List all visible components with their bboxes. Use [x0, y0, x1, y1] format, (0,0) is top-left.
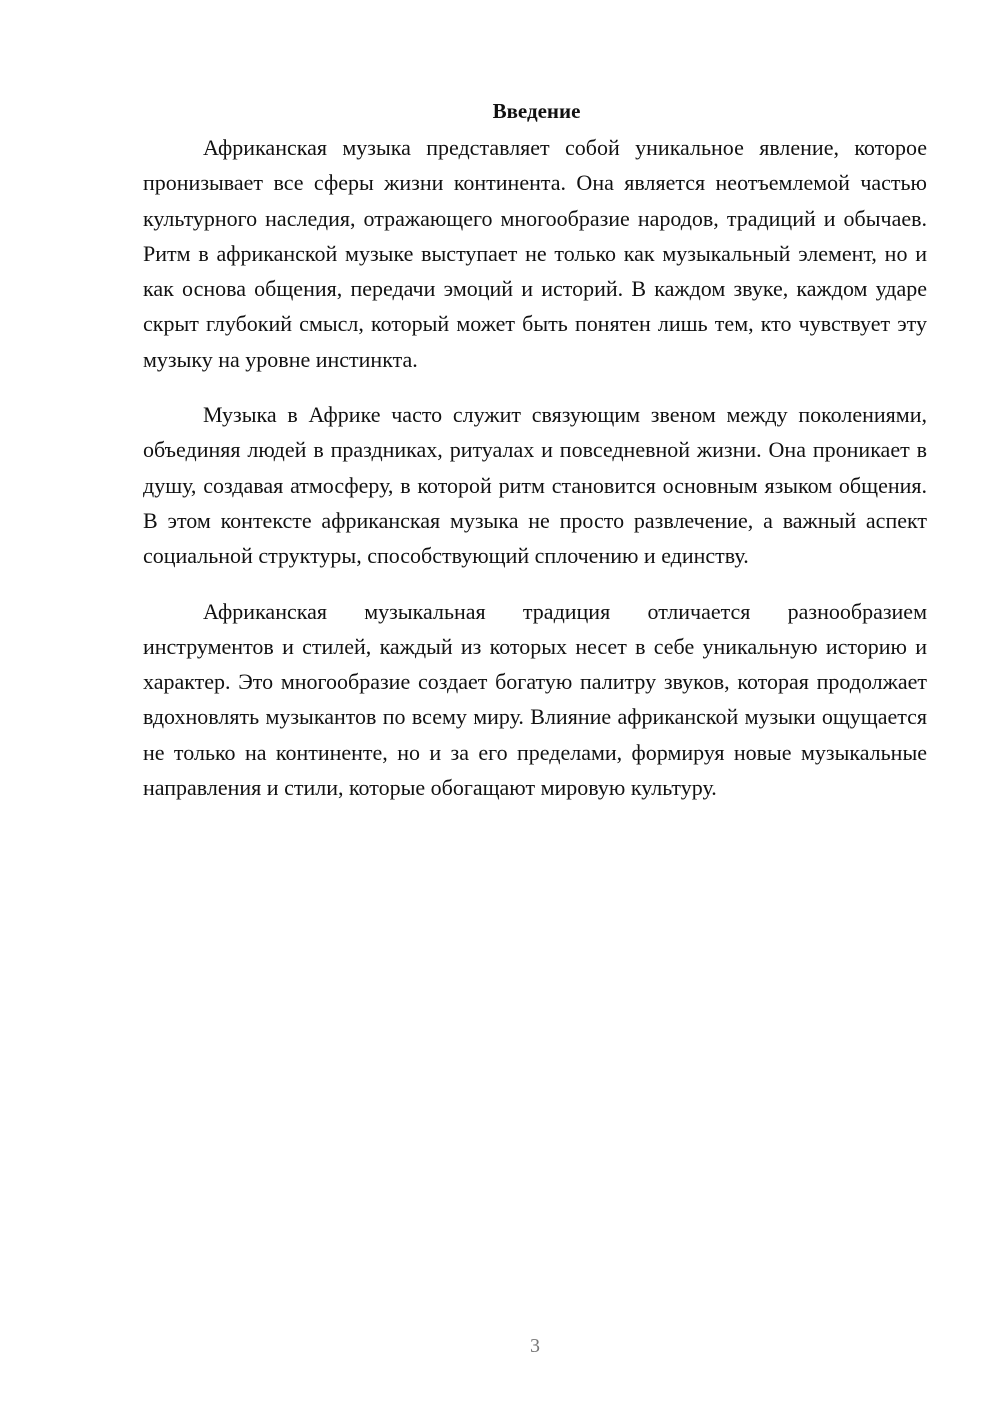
paragraph-3: Африканская музыкальная традиция отличается разнообразием инструментов и стилей, каждый из которых несет в себе уникальную историю и характер. Это многообразие создает богатую палитру звуков, которая продолжает вдохновлять музыкантов по всему миру. Влияние африканской музыки ощущается не только на континенте, но и за его пределами, формируя новые музыкальные направления и стили, которые обогащают мировую культуру. — [143, 598, 927, 801]
paragraph-2: Музыка в Африке часто служит связующим звеном между поколениями, объединяя людей в праздниках, ритуалах и повседневной жизни. Она проникает в душу, создавая атмосферу, в которой ритм становится основным языком общения. В этом контексте африканская музыка не просто развлечение, а важный аспект социальной структуры, способствующий сплочению и единству. — [143, 402, 927, 569]
page-number: 3 — [530, 1335, 540, 1357]
section-heading: Введение — [492, 99, 581, 123]
page-content — [143, 96, 927, 825]
paragraph-1: Африканская музыка представляет собой уникальное явление, которое пронизывает все сферы жизни континента. Она является неотъемлемой частью культурного наследия, отражающего многообразие народов, традиций и обычаев. Ритм в африканской музыке выступает не только как музыкальный элемент, но и как основа общения, передачи эмоций и историй. В каждом звуке, каждом ударе скрыт глубокий смысл, который может быть понятен лишь тем, кто чувствует эту музыку на уровне инстинкта. — [143, 135, 927, 372]
